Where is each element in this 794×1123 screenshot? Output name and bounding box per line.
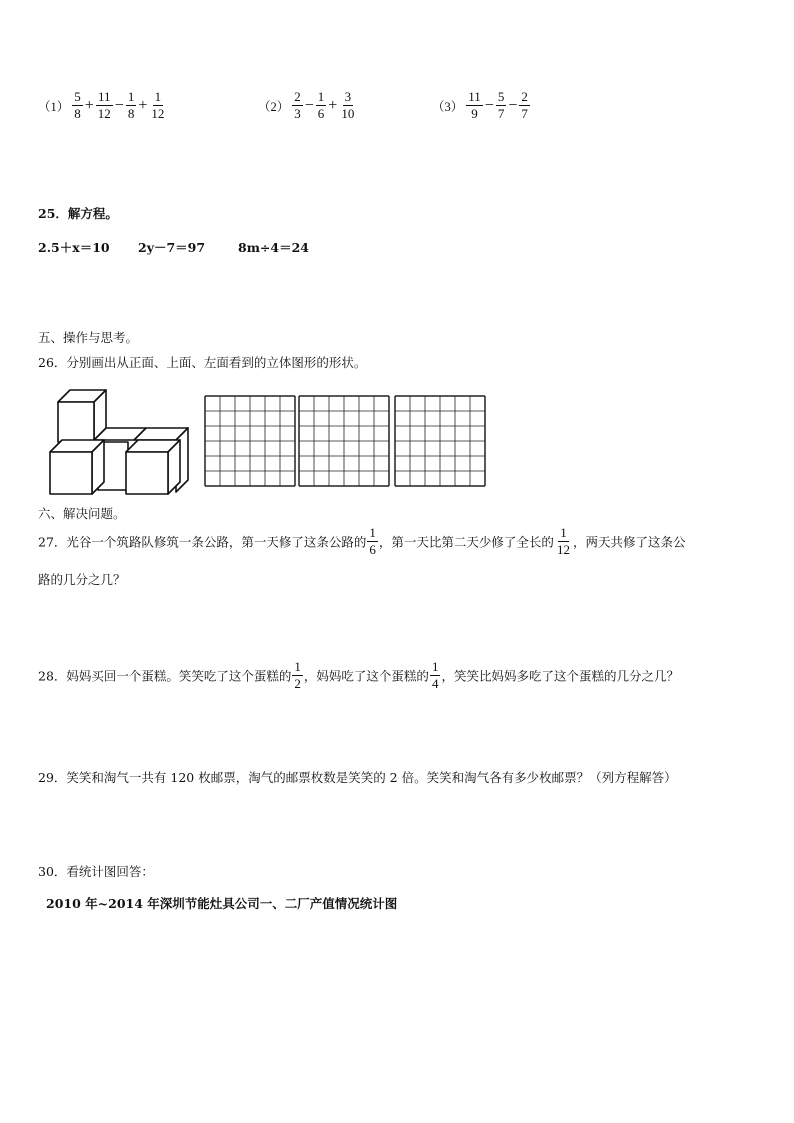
- fraction: [519, 90, 530, 121]
- q28-text-3: ，笑笑比妈妈多吃了这个蛋糕的几分之几？: [441, 668, 679, 684]
- expression-3: [432, 90, 531, 121]
- q28-fraction-2: [430, 660, 441, 691]
- fraction-numerator: 3: [344, 89, 352, 104]
- fraction-denominator: 10: [341, 106, 355, 121]
- q27-fraction-1-numerator: 1: [369, 525, 376, 540]
- q28-text-1: 28．妈妈买回一个蛋糕。笑笑吃了这个蛋糕的: [38, 668, 292, 684]
- q27-text-2: ，第一天比第二天少修了全长的: [378, 534, 554, 550]
- q30-title: 30．看统计图回答：: [38, 864, 154, 879]
- q25-equation-2: 2y－7＝97: [138, 240, 206, 255]
- q27-line-1: [38, 526, 685, 557]
- q25-equation-3: 8m÷4＝24: [238, 240, 309, 255]
- operator: +: [84, 96, 94, 114]
- operator: −: [484, 96, 494, 114]
- q27-fraction-1-denominator: 6: [369, 542, 376, 557]
- q27-fraction-2-denominator: 12: [556, 542, 570, 557]
- fraction-numerator: 2: [294, 89, 301, 104]
- operator: +: [328, 96, 338, 114]
- q27-text-3: ，两天共修了这条公: [572, 534, 686, 550]
- operator: −: [114, 96, 124, 114]
- drawing-grid-1: [204, 395, 296, 487]
- fraction: [126, 90, 137, 121]
- q28-fraction-1: [292, 660, 303, 691]
- cube-solid-figure: [44, 388, 196, 496]
- fraction-numerator: 5: [74, 89, 81, 104]
- fraction-denominator: 12: [151, 106, 165, 121]
- fraction-denominator: 9: [471, 106, 478, 121]
- q28-line: [38, 660, 679, 691]
- drawing-grid-2: [298, 395, 390, 487]
- section-6-title: 六、解决问题。: [38, 506, 126, 521]
- cube-front-face: [58, 402, 94, 442]
- fraction-numerator: 11: [468, 89, 481, 104]
- fraction: [339, 90, 356, 121]
- q27-fraction-1: [367, 526, 378, 557]
- q28-text-2: ，妈妈吃了这个蛋糕的: [303, 668, 429, 684]
- fraction: [149, 90, 166, 121]
- operator: −: [508, 96, 518, 114]
- fraction-denominator: 12: [97, 106, 111, 121]
- q28-fraction-2-denominator: 4: [431, 676, 439, 691]
- q25-equation-1: 2.5＋x＝10: [38, 240, 110, 255]
- operator: +: [138, 96, 148, 114]
- fraction-numerator: 11: [98, 89, 111, 104]
- fraction: [466, 90, 483, 121]
- fraction: [292, 90, 303, 121]
- fraction: [496, 90, 507, 121]
- fraction-numerator: 1: [317, 89, 325, 104]
- fraction-denominator: 8: [127, 106, 135, 121]
- fraction-numerator: 5: [497, 89, 505, 104]
- expression-1: [38, 90, 167, 121]
- expression-2: [258, 90, 357, 121]
- q27-text-1: 27．光谷一个筑路队修筑一条公路，第一天修了这条公路的: [38, 534, 367, 550]
- fraction-denominator: 7: [521, 106, 528, 121]
- operator: −: [304, 96, 314, 114]
- cube-front-face: [50, 452, 92, 494]
- q25-title: 25．解方程。: [38, 206, 118, 221]
- drawing-grid-3: [394, 395, 486, 487]
- fraction-numerator: 2: [521, 89, 528, 104]
- q27-fraction-2-numerator: 1: [560, 525, 567, 540]
- fraction-denominator: 8: [74, 106, 81, 121]
- fraction: [316, 90, 327, 121]
- q28-fraction-1-denominator: 2: [294, 676, 301, 691]
- fraction: [72, 90, 83, 121]
- fraction-denominator: 7: [497, 106, 505, 121]
- fraction-denominator: 3: [294, 106, 301, 121]
- chart-title: 2010 年~2014 年深圳节能灶具公司一、二厂产值情况统计图: [46, 896, 398, 911]
- expression-label: （2）: [258, 99, 290, 114]
- q29-text: 29．笑笑和淘气一共有 120 枚邮票，淘气的邮票枚数是笑笑的 2 倍。笑笑和淘气各有多少枚邮票？（列方程解答）: [38, 770, 677, 785]
- cube-front-face: [126, 452, 168, 494]
- q26-title: 26．分别画出从正面、上面、左面看到的立体图形的形状。: [38, 355, 367, 370]
- q27-fraction-2: [555, 526, 572, 557]
- fraction-numerator: 1: [127, 89, 135, 104]
- fraction-denominator: 6: [317, 106, 325, 121]
- expression-label: （3）: [432, 99, 464, 114]
- q28-fraction-2-numerator: 1: [431, 659, 439, 674]
- fraction: [96, 90, 113, 121]
- fraction-numerator: 1: [154, 89, 162, 104]
- expression-label: （1）: [38, 99, 70, 114]
- q28-fraction-1-numerator: 1: [294, 659, 301, 674]
- section-5-title: 五、操作与思考。: [38, 330, 139, 345]
- q27-line-2: 路的几分之几？: [38, 572, 126, 587]
